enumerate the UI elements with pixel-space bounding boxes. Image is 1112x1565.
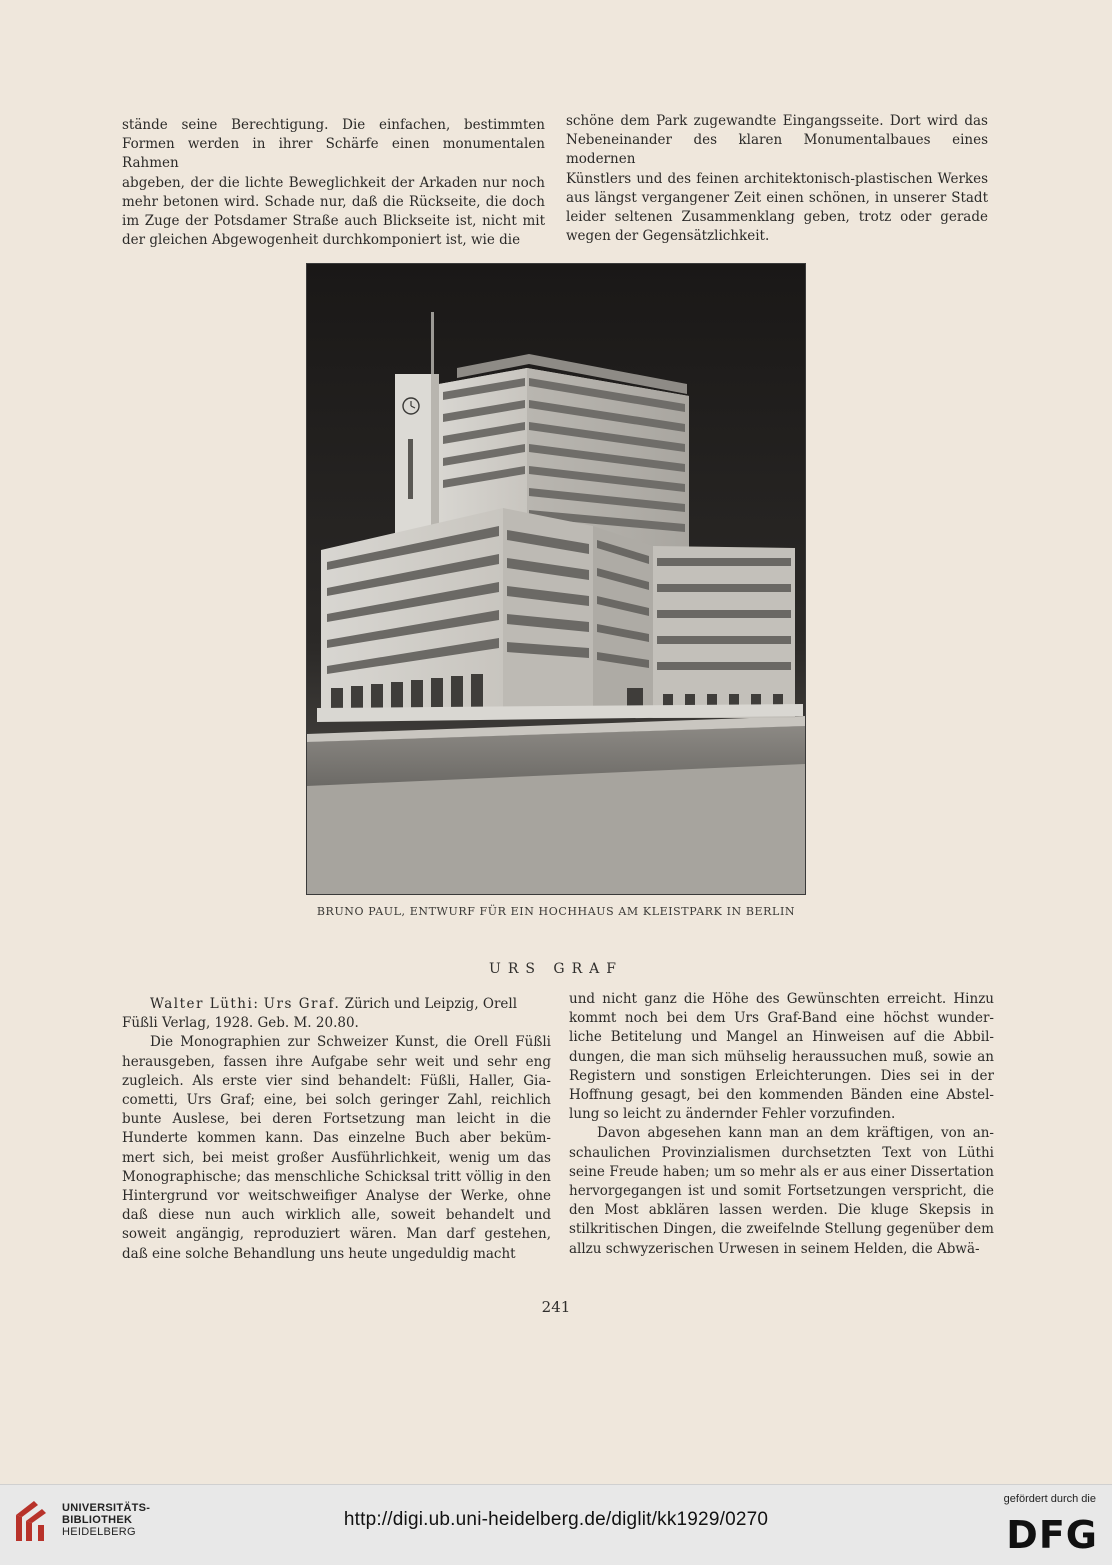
citation-publisher: Zürich und Leipzig, Orell (344, 996, 518, 1012)
citation-author: Walter Lüthi: (150, 996, 260, 1012)
bottom-left-column (122, 995, 551, 1264)
text-line: seine Freude haben; um so mehr als er aus einer Dissertation (569, 1163, 994, 1180)
text-line: abgeben, der die lichte Beweglichkeit der Arkaden nur noch (122, 174, 545, 191)
top-left-column (122, 116, 545, 250)
text-line: kommt noch bei dem Urs Graf-Band eine höchst wunder- (569, 1010, 994, 1027)
citation-line (122, 995, 551, 1014)
text-line: Die Monographien zur Schweizer Kunst, die Orell Füßli (150, 1034, 551, 1051)
text-line: hervorgegangen ist und somit Fortsetzungen verspricht, die (569, 1183, 994, 1200)
text-line: den Most abklären lassen werden. Die kluge Skepsis in (569, 1202, 994, 1219)
building-model-illustration (307, 264, 805, 894)
text-line: daß diese nun auch wirklich alle, soweit behandelt und (122, 1207, 551, 1224)
permalink-url[interactable]: http://digi.ub.uni-heidelberg.de/diglit/kk1929/0270 (343, 1509, 769, 1530)
text-line: mert sich, bei meist großer Ausführlichkeit, wenig um das (122, 1149, 551, 1166)
text-line: liche Betitelung und Mangel an Hinweisen auf die Abbil- (569, 1029, 994, 1046)
footer-bar (0, 1484, 1112, 1565)
page-number: 241 (541, 1298, 571, 1316)
text-line: Formen werden in ihrer Schärfe einen monumentalen Rahmen (122, 136, 545, 172)
text-line: Hunderte kommen kann. Das einzelne Buch aber beküm- (122, 1130, 551, 1147)
text-line: zugleich. Als erste vier sind behandelt: Füßli, Haller, Gia- (122, 1072, 551, 1089)
review-paragraph-2 (569, 990, 994, 1124)
citation-title: Urs Graf. (263, 996, 341, 1012)
text-line: wegen der Gegensätzlichkeit. (566, 228, 770, 245)
text-line: Hintergrund vor weitschweifiger Analyse der Werke, ohne (122, 1188, 551, 1205)
text-line: soweit angängig, reproduziert wären. Man darf gestehen, (122, 1226, 551, 1243)
text-line: leider seltenen Zusammenklang geben, trotz oder gerade (566, 209, 988, 226)
text-line: stilkritischen Dingen, die zweifelnde Stellung gegenüber dem (569, 1221, 994, 1238)
text-line: aus längst vergangener Zeit einen schönen, in unserer Stadt (566, 189, 988, 206)
library-name-line-2: BIBLIOTHEK (62, 1514, 133, 1526)
bottom-right-column (569, 990, 994, 1259)
text-line: schöne dem Park zugewandte Eingangsseite. Dort wird das (566, 113, 988, 129)
text-line: Hoffnung gesagt, bei den kommenden Bänden eine Abstel- (569, 1087, 994, 1104)
text-line: stände seine Berechtigung. Die einfachen, bestimmten (122, 117, 545, 133)
review-paragraph-1 (122, 1033, 551, 1263)
text-line: allzu schwyzerischen Urwesen in seinem Helden, die Abwä- (569, 1240, 980, 1257)
text-line: Nebeneinander des klaren Monumentalbaues eines modernen (566, 132, 988, 168)
text-line: und nicht ganz die Höhe des Gewünschten erreicht. Hinzu (569, 991, 994, 1007)
dfg-logo[interactable]: DFG (1006, 1513, 1098, 1557)
library-name-line-3: HEIDELBERG (62, 1526, 136, 1538)
text-line: Davon abgesehen kann man an dem kräftigen, von an- (597, 1125, 994, 1142)
text-line: dungen, die man sich mühselig heraussuchen muß, sowie an (569, 1048, 994, 1065)
text-line: daß eine solche Behandlung uns heute ungeduldig macht (122, 1245, 516, 1262)
text-line: herausgeben, fassen ihre Aufgabe sehr weit und sehr eng (122, 1053, 551, 1070)
text-line: cometti, Urs Graf; eine, bei solch geringer Zahl, reichlich (122, 1092, 551, 1109)
top-right-column (566, 112, 988, 246)
text-line: bunte Auslese, bei deren Fortsetzung man leicht in die (122, 1111, 551, 1128)
figure-caption: BRUNO PAUL, ENTWURF FÜR EIN HOCHHAUS AM KLEISTPARK IN BERLIN (316, 905, 796, 918)
text-line: mehr betonen wird. Schade nur, daß die Rückseite, die doch (122, 193, 545, 210)
citation-details: Füßli Verlag, 1928. Geb. M. 20.80. (122, 1015, 359, 1032)
text-line: im Zuge der Potsdamer Straße auch Blickseite ist, nicht mit (122, 213, 545, 230)
text-line: der gleichen Abgewogenheit durchkomponiert ist, wie die (122, 232, 521, 249)
review-paragraph-3 (569, 1124, 994, 1258)
library-name-line-1: UNIVERSITÄTS- (62, 1502, 151, 1514)
section-heading: URS GRAF (489, 961, 623, 977)
text-line: schaulichen Provinzialismen durchsetzten Text von Lüthi (569, 1144, 994, 1161)
building-model-photo (306, 263, 806, 895)
text-line: Künstlers und des feinen architektonisch-plastischen Werkes (566, 170, 988, 187)
funder-note: gefördert durch die (1003, 1493, 1096, 1505)
text-line: Monographische; das menschliche Schicksal tritt völlig in den (122, 1168, 551, 1185)
text-line: Registern und sonstigen Erleichterungen. Dies sei in der (569, 1067, 994, 1084)
text-line: lung so leicht zu ändernder Fehler vorzufinden. (569, 1106, 896, 1123)
